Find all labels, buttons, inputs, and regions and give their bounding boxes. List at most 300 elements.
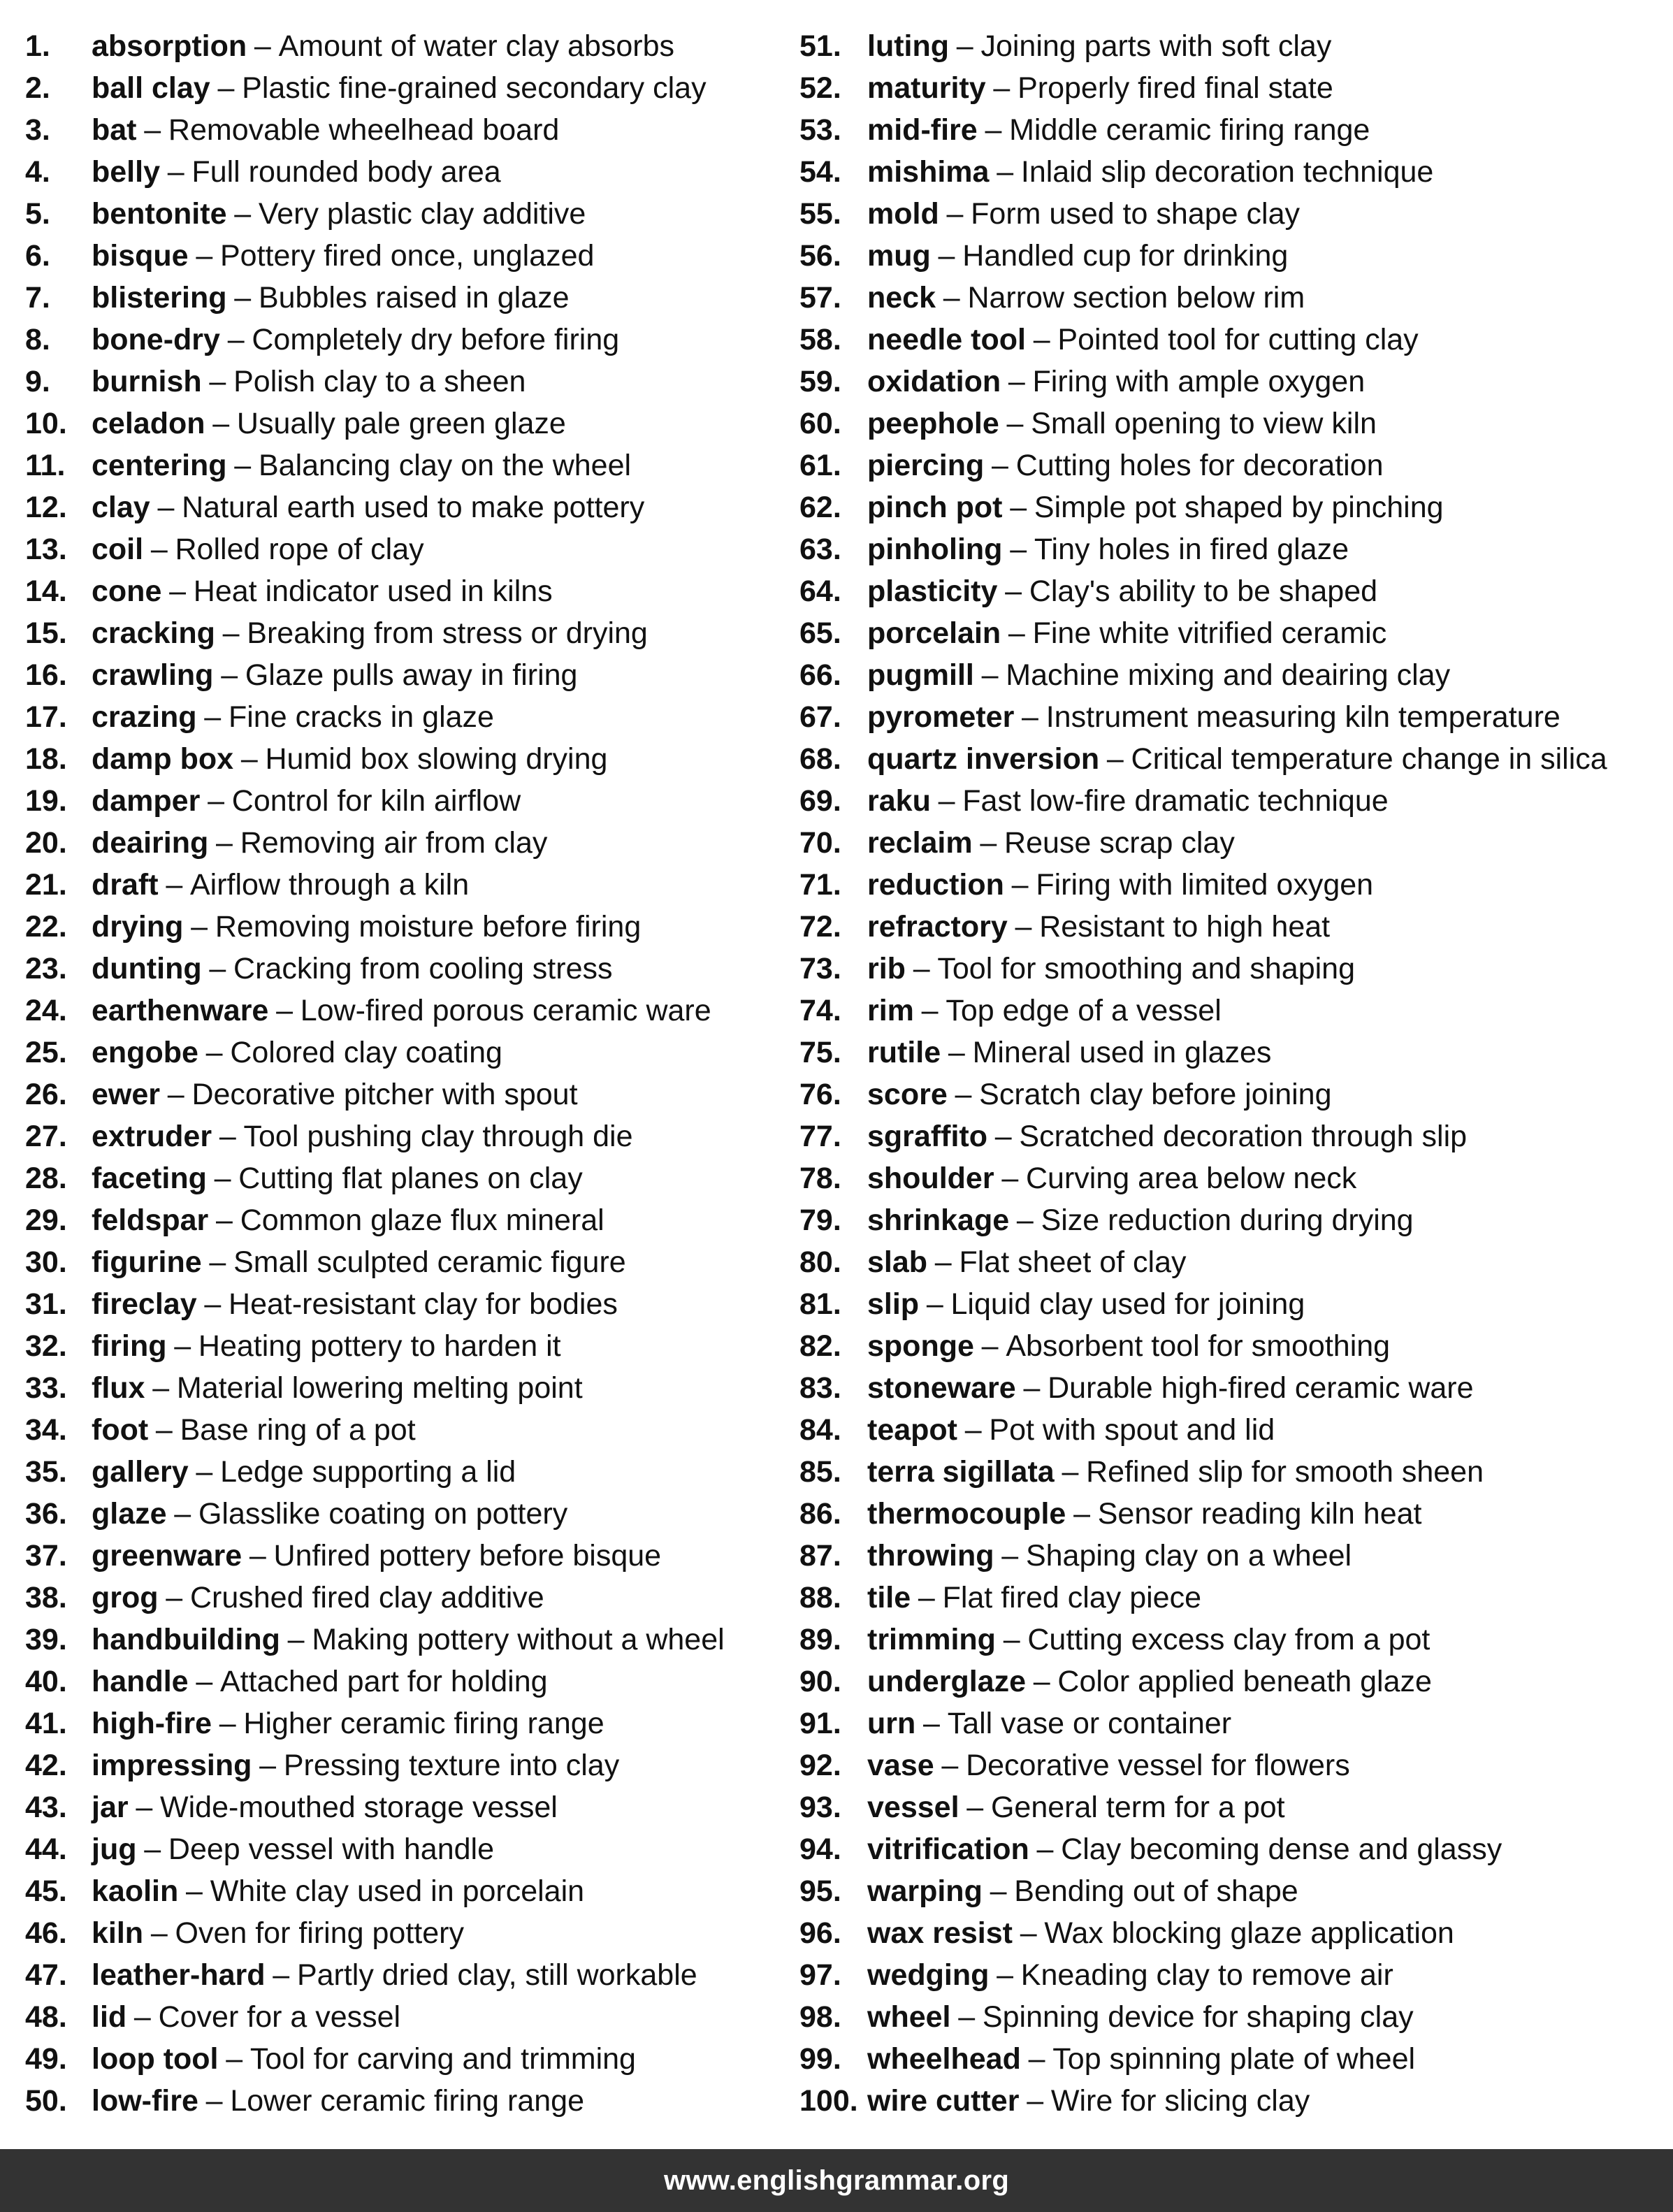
list-item [25, 2038, 787, 2080]
item-number: 20. [25, 826, 67, 860]
item-number: 35. [25, 1455, 67, 1489]
item-term: extruder [92, 1120, 212, 1153]
dash-separator: – [946, 197, 964, 231]
list-item [25, 1451, 787, 1493]
item-term: warping [867, 1874, 983, 1908]
dash-separator: – [1036, 1833, 1054, 1866]
list-item [25, 780, 787, 822]
item-term: underglaze [867, 1665, 1026, 1698]
list-item [799, 780, 1673, 822]
dash-separator: – [196, 239, 213, 273]
item-definition: Properly fired final state [1017, 71, 1333, 105]
item-term: pyrometer [867, 700, 1015, 734]
list-item [25, 235, 787, 277]
dash-separator: – [938, 784, 955, 818]
item-definition: Firing with ample oxygen [1032, 365, 1366, 398]
item-definition: Breaking from stress or drying [247, 616, 648, 650]
item-number: 25. [25, 1036, 67, 1069]
item-definition: Wide-mouthed storage vessel [160, 1791, 558, 1824]
item-number: 67. [799, 700, 841, 734]
dash-separator: – [1028, 2042, 1045, 2076]
item-definition: Size reduction during drying [1041, 1203, 1414, 1237]
dash-separator: – [150, 533, 168, 566]
dash-separator: – [166, 868, 183, 902]
item-definition: Wax blocking glaze application [1044, 1916, 1454, 1950]
item-number: 72. [799, 910, 841, 944]
item-number: 89. [799, 1623, 841, 1656]
item-term: bentonite [92, 197, 227, 231]
item-number: 99. [799, 2042, 841, 2076]
item-definition: Fast low-fire dramatic technique [962, 784, 1389, 818]
item-definition: Small opening to view kiln [1031, 407, 1377, 440]
list-item [799, 1325, 1673, 1367]
dash-separator: – [205, 2084, 223, 2118]
list-item [799, 1409, 1673, 1451]
item-number: 94. [799, 1833, 841, 1866]
list-item [799, 1786, 1673, 1828]
item-number: 63. [799, 533, 841, 566]
item-definition: Very plastic clay additive [258, 197, 586, 231]
item-term: stoneware [867, 1371, 1016, 1405]
list-item [25, 990, 787, 1032]
item-definition: Bending out of shape [1014, 1874, 1298, 1908]
item-term: score [867, 1078, 948, 1111]
item-number: 5. [25, 197, 50, 231]
item-term: lid [92, 2000, 127, 2034]
item-term: terra sigillata [867, 1455, 1055, 1489]
item-term: thermocouple [867, 1497, 1066, 1531]
item-number: 4. [25, 155, 50, 189]
list-item [25, 1619, 787, 1661]
item-term: crazing [92, 700, 197, 734]
item-definition: Bubbles raised in glaze [258, 281, 570, 315]
item-term: fireclay [92, 1287, 197, 1321]
item-definition: Glaze pulls away in firing [245, 658, 578, 692]
item-definition: Scratched decoration through slip [1019, 1120, 1468, 1153]
dash-separator: – [276, 994, 294, 1027]
item-term: kiln [92, 1916, 144, 1950]
item-term: centering [92, 449, 227, 482]
item-definition: Removable wheelhead board [168, 113, 560, 147]
dash-separator: – [152, 1371, 170, 1405]
list-item [25, 2080, 787, 2122]
list-item [799, 1828, 1673, 1870]
item-term: piercing [867, 449, 985, 482]
item-term: clay [92, 491, 150, 524]
dash-separator: – [948, 1036, 965, 1069]
item-term: greenware [92, 1539, 242, 1573]
item-number: 11. [25, 449, 66, 482]
item-term: cracking [92, 616, 215, 650]
dash-separator: – [212, 407, 230, 440]
item-number: 84. [799, 1413, 841, 1447]
item-number: 98. [799, 2000, 841, 2034]
dash-separator: – [196, 1455, 213, 1489]
dash-separator: – [964, 1413, 982, 1447]
item-definition: Attached part for holding [220, 1665, 548, 1698]
item-definition: Control for kiln airflow [231, 784, 521, 818]
dash-separator: – [216, 1203, 233, 1237]
item-number: 1. [25, 29, 50, 63]
list-item [799, 528, 1673, 570]
dash-separator: – [167, 155, 184, 189]
dash-separator: – [923, 1707, 940, 1740]
item-term: coil [92, 533, 144, 566]
item-definition: Pottery fired once, unglazed [220, 239, 595, 273]
list-item [799, 1535, 1673, 1577]
dash-separator: – [943, 281, 960, 315]
item-term: mid-fire [867, 113, 978, 147]
item-definition: Critical temperature change in silica [1131, 742, 1607, 776]
item-number: 39. [25, 1623, 67, 1656]
item-term: handle [92, 1665, 189, 1698]
item-term: needle tool [867, 323, 1026, 356]
footer-url[interactable]: www.englishgrammar.org [663, 2164, 1010, 2196]
item-term: foot [92, 1413, 149, 1447]
item-term: damper [92, 784, 201, 818]
item-number: 57. [799, 281, 841, 315]
list-item [25, 486, 787, 528]
right-column [799, 25, 1673, 2122]
item-number: 58. [799, 323, 841, 356]
item-definition: Humid box slowing drying [265, 742, 608, 776]
item-term: high-fire [92, 1707, 212, 1740]
item-definition: Natural earth used to make pottery [182, 491, 645, 524]
list-item [799, 1954, 1673, 1996]
dash-separator: – [993, 71, 1011, 105]
item-definition: Decorative pitcher with spout [191, 1078, 578, 1111]
item-definition: Heat indicator used in kilns [193, 574, 553, 608]
item-definition: Rolled rope of clay [175, 533, 424, 566]
item-number: 83. [799, 1371, 841, 1405]
list-item [25, 1577, 787, 1619]
item-definition: Removing air from clay [240, 826, 548, 860]
item-definition: Form used to shape clay [971, 197, 1300, 231]
item-term: grog [92, 1581, 159, 1614]
dash-separator: – [208, 784, 225, 818]
item-number: 53. [799, 113, 841, 147]
item-definition: Mineral used in glazes [972, 1036, 1272, 1069]
item-definition: Heat-resistant clay for bodies [229, 1287, 618, 1321]
item-term: urn [867, 1707, 916, 1740]
item-definition: Polish clay to a sheen [233, 365, 526, 398]
list-item [25, 1703, 787, 1744]
list-item [25, 528, 787, 570]
item-term: jar [92, 1791, 129, 1824]
dash-separator: – [174, 1497, 191, 1531]
dash-separator: – [1010, 491, 1027, 524]
item-definition: Tiny holes in fired glaze [1034, 533, 1349, 566]
item-number: 66. [799, 658, 841, 692]
dash-separator: – [1006, 407, 1024, 440]
item-definition: Heating pottery to harden it [198, 1329, 561, 1363]
item-definition: Removing moisture before firing [215, 910, 642, 944]
item-definition: Airflow through a kiln [189, 868, 470, 902]
dash-separator: – [226, 2042, 243, 2076]
item-definition: Machine mixing and deairing clay [1006, 658, 1451, 692]
item-definition: Pot with spout and lid [989, 1413, 1275, 1447]
dash-separator: – [166, 1581, 183, 1614]
item-term: tile [867, 1581, 911, 1614]
item-term: vessel [867, 1791, 959, 1824]
item-number: 92. [799, 1749, 841, 1782]
footer-bar [0, 2149, 1673, 2212]
dash-separator: – [222, 616, 240, 650]
item-term: maturity [867, 71, 986, 105]
item-number: 6. [25, 239, 50, 273]
item-term: crawling [92, 658, 214, 692]
item-number: 96. [799, 1916, 841, 1950]
item-term: bisque [92, 239, 189, 273]
item-definition: Higher ceramic firing range [243, 1707, 604, 1740]
item-definition: Liquid clay used for joining [950, 1287, 1305, 1321]
list-item [799, 1157, 1673, 1199]
item-definition: Wire for slicing clay [1050, 2084, 1310, 2118]
item-term: reclaim [867, 826, 973, 860]
item-definition: Unfired pottery before bisque [273, 1539, 662, 1573]
item-number: 37. [25, 1539, 67, 1573]
item-number: 9. [25, 365, 50, 398]
list-item [799, 1032, 1673, 1074]
dash-separator: – [1015, 910, 1032, 944]
list-item [25, 906, 787, 948]
item-number: 38. [25, 1581, 67, 1614]
item-definition: Cover for a vessel [158, 2000, 401, 2034]
item-number: 40. [25, 1665, 67, 1698]
list-item [25, 822, 787, 864]
item-definition: Curving area below neck [1026, 1162, 1357, 1195]
item-number: 29. [25, 1203, 67, 1237]
item-definition: Common glaze flux mineral [240, 1203, 604, 1237]
item-number: 34. [25, 1413, 67, 1447]
item-number: 86. [799, 1497, 841, 1531]
dash-separator: – [981, 1329, 999, 1363]
item-number: 18. [25, 742, 67, 776]
item-term: figurine [92, 1245, 202, 1279]
list-item [25, 1870, 787, 1912]
item-term: teapot [867, 1413, 957, 1447]
item-term: vitrification [867, 1833, 1029, 1866]
dash-separator: – [191, 910, 208, 944]
item-term: bone-dry [92, 323, 220, 356]
item-term: trimming [867, 1623, 996, 1656]
item-number: 32. [25, 1329, 67, 1363]
dash-separator: – [956, 29, 973, 63]
item-number: 75. [799, 1036, 841, 1069]
item-definition: Tool pushing clay through die [243, 1120, 633, 1153]
dash-separator: – [1033, 323, 1050, 356]
list-item [799, 1367, 1673, 1409]
item-number: 7. [25, 281, 50, 315]
dash-separator: – [997, 155, 1014, 189]
item-definition: Making pottery without a wheel [312, 1623, 725, 1656]
list-item [799, 1912, 1673, 1954]
list-item [799, 403, 1673, 444]
dash-separator: – [1008, 365, 1025, 398]
list-item [25, 1199, 787, 1241]
item-number: 52. [799, 71, 841, 105]
item-number: 70. [799, 826, 841, 860]
item-definition: Tall vase or container [947, 1707, 1232, 1740]
list-item [25, 738, 787, 780]
item-definition: Cutting flat planes on clay [238, 1162, 583, 1195]
item-number: 64. [799, 574, 841, 608]
list-item [25, 444, 787, 486]
list-item [25, 193, 787, 235]
item-term: engobe [92, 1036, 198, 1069]
item-number: 33. [25, 1371, 67, 1405]
item-number: 61. [799, 449, 841, 482]
item-term: burnish [92, 365, 202, 398]
item-definition: Plastic fine-grained secondary clay [242, 71, 707, 105]
list-item [25, 864, 787, 906]
item-definition: Joining parts with soft clay [980, 29, 1332, 63]
item-term: mishima [867, 155, 990, 189]
dash-separator: – [1011, 868, 1029, 902]
list-item [799, 444, 1673, 486]
item-term: blistering [92, 281, 227, 315]
item-definition: Base ring of a pot [180, 1413, 416, 1447]
list-item [25, 1241, 787, 1283]
item-term: ball clay [92, 71, 210, 105]
dash-separator: – [1022, 700, 1038, 734]
list-item [799, 738, 1673, 780]
item-number: 68. [799, 742, 841, 776]
item-term: peephole [867, 407, 999, 440]
item-term: porcelain [867, 616, 1001, 650]
dash-separator: – [254, 29, 271, 63]
item-number: 59. [799, 365, 841, 398]
dash-separator: – [992, 449, 1008, 482]
item-term: oxidation [867, 365, 1001, 398]
item-term: refractory [867, 910, 1008, 944]
list-item [25, 25, 787, 67]
item-term: ewer [92, 1078, 161, 1111]
dash-separator: – [958, 2000, 976, 2034]
dash-separator: – [918, 1581, 935, 1614]
item-definition: Durable high-fired ceramic ware [1048, 1371, 1474, 1405]
item-number: 44. [25, 1833, 67, 1866]
list-item [799, 612, 1673, 654]
list-item [25, 67, 787, 109]
item-number: 73. [799, 952, 841, 985]
dash-separator: – [1106, 742, 1124, 776]
dash-separator: – [136, 1791, 153, 1824]
item-definition: Top spinning plate of wheel [1052, 2042, 1416, 2076]
list-item [799, 696, 1673, 738]
item-definition: Fine cracks in glaze [228, 700, 494, 734]
dash-separator: – [287, 1623, 305, 1656]
list-item [799, 486, 1673, 528]
list-item [799, 570, 1673, 612]
item-definition: Pointed tool for cutting clay [1057, 323, 1419, 356]
item-number: 12. [25, 491, 67, 524]
list-item [25, 361, 787, 403]
item-term: plasticity [867, 574, 998, 608]
dash-separator: – [234, 449, 252, 482]
dash-separator: – [217, 71, 235, 105]
item-term: leather-hard [92, 1958, 266, 1992]
item-term: throwing [867, 1539, 994, 1573]
list-item [799, 151, 1673, 193]
item-term: vase [867, 1749, 934, 1782]
item-number: 85. [799, 1455, 841, 1489]
left-column [25, 25, 787, 2122]
list-item [25, 654, 787, 696]
list-item [25, 1661, 787, 1703]
list-item [799, 1115, 1673, 1157]
item-definition: Absorbent tool for smoothing [1006, 1329, 1391, 1363]
dash-separator: – [990, 1874, 1007, 1908]
item-definition: Completely dry before firing [252, 323, 620, 356]
list-item [799, 1199, 1673, 1241]
item-number: 45. [25, 1874, 67, 1908]
item-number: 28. [25, 1162, 67, 1195]
list-item [799, 990, 1673, 1032]
item-definition: Resistant to high heat [1039, 910, 1331, 944]
dash-separator: – [994, 1120, 1012, 1153]
dash-separator: – [966, 1791, 984, 1824]
item-definition: Flat sheet of clay [959, 1245, 1187, 1279]
item-term: rib [867, 952, 906, 985]
dash-separator: – [926, 1287, 943, 1321]
item-term: belly [92, 155, 160, 189]
item-number: 16. [25, 658, 67, 692]
item-number: 62. [799, 491, 841, 524]
item-term: slab [867, 1245, 928, 1279]
dash-separator: – [1010, 533, 1027, 566]
item-term: pugmill [867, 658, 974, 692]
item-number: 76. [799, 1078, 841, 1111]
dash-separator: – [219, 1120, 236, 1153]
dash-separator: – [1073, 1497, 1090, 1531]
list-item [799, 1577, 1673, 1619]
item-definition: Spinning device for shaping clay [982, 2000, 1414, 2034]
item-definition: Usually pale green glaze [236, 407, 566, 440]
list-item [25, 1032, 787, 1074]
list-item [25, 1493, 787, 1535]
item-definition: Balancing clay on the wheel [258, 449, 632, 482]
list-item [799, 1241, 1673, 1283]
item-definition: Colored clay coating [230, 1036, 502, 1069]
dash-separator: – [981, 658, 999, 692]
item-definition: Reuse scrap clay [1004, 826, 1235, 860]
item-definition: Simple pot shaped by pinching [1034, 491, 1444, 524]
item-term: rutile [867, 1036, 941, 1069]
dash-separator: – [234, 197, 252, 231]
item-definition: General term for a pot [990, 1791, 1285, 1824]
dash-separator: – [1001, 1539, 1019, 1573]
dash-separator: – [921, 994, 939, 1027]
list-item [25, 1744, 787, 1786]
item-definition: Sensor reading kiln heat [1097, 1497, 1422, 1531]
dash-separator: – [150, 1916, 168, 1950]
item-term: draft [92, 868, 159, 902]
dash-separator: – [209, 365, 226, 398]
item-definition: Oven for firing pottery [175, 1916, 464, 1950]
dash-separator: – [240, 742, 258, 776]
item-number: 93. [799, 1791, 841, 1824]
list-item [25, 1912, 787, 1954]
dash-separator: – [1020, 1916, 1037, 1950]
item-number: 81. [799, 1287, 841, 1321]
item-term: reduction [867, 868, 1004, 902]
list-item [799, 864, 1673, 906]
dash-separator: – [155, 1413, 173, 1447]
item-term: flux [92, 1371, 145, 1405]
list-item [25, 696, 787, 738]
list-item [799, 2080, 1673, 2122]
